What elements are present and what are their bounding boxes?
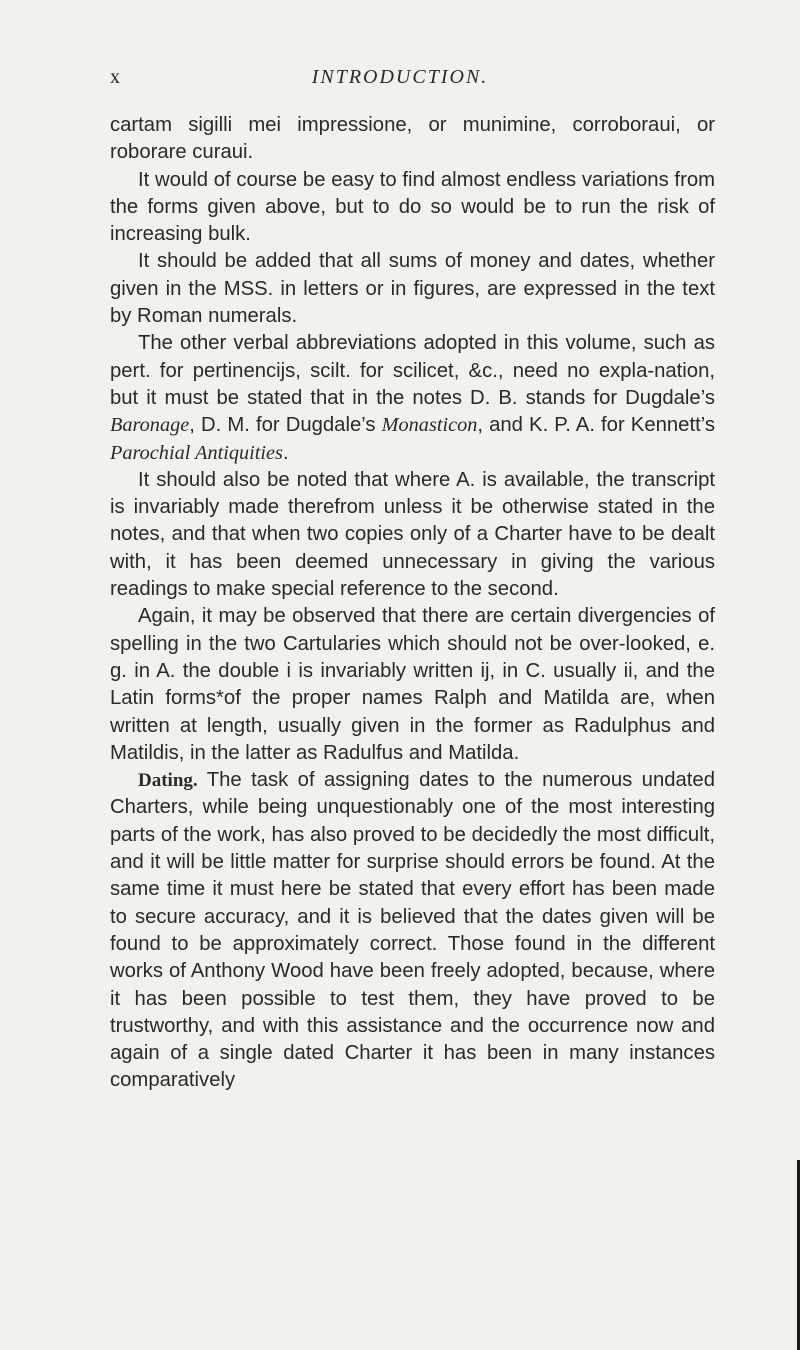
paragraph-continuation: cartam sigilli mei impressione, or munimine, corroboraui, or roborare curaui. <box>110 114 715 164</box>
paragraph: Again, it may be observed that there are certain divergencies of spelling in the two Cartularies which should not be over-looked, e. g. in A. the double i is invariably written ij, in C. usually ii, and the Latin forms*of the proper names Ralph and Matilda are, when written at length, usually given in the former as Radulphus and Matildis, in the latter as Radulfus and Matilda. <box>110 605 715 764</box>
paragraph: It should be added that all sums of money and dates, whether given in the MSS. in letters or in figures, are expressed in the text by Roman numerals. <box>110 250 715 328</box>
page-number: x <box>110 66 121 88</box>
paragraph: It should also be noted that where A. is available, the transcript is invariably made therefrom unless it be otherwise stated in the notes, and that when two copies only of a Charter have to be dealt with, it has been deemed unnecessary in giving the various readings to make special reference to the second. <box>110 468 715 601</box>
paragraph-text: The other verbal abbreviations adopted in this volume, such as pert. for pertinencijs, scilt. for scilicet, &c., need no expla-nation, but it must be stated that in the notes D. B. stands for Dugdale’s <box>110 332 715 409</box>
title-baronage: Baronage <box>110 414 190 437</box>
paragraph-text: , D. M. for Dugdale’s <box>189 414 382 437</box>
paragraph-abbreviations <box>110 330 715 466</box>
paragraph: It would of course be easy to find almost endless variations from the forms given above, but to do so would be to run the risk of increasing bulk. <box>110 168 715 246</box>
paragraph-text: , and K. P. A. for Kennett’s <box>477 414 715 437</box>
title-parochial-antiquities: Parochial Antiquities <box>110 441 283 464</box>
paragraph-dating <box>110 767 715 1095</box>
paragraph-text: The task of assigning dates to the numerous undated Charters, while being unquestionably one of the most interesting parts of the work, has also proved to be decidedly the most difficult, and it will be little matter for surprise should errors be found. At the same time it must here be stated that every effort has been made to secure accuracy, and it is believed that the dates given will be found to be approximately correct. Those found in the different works of Anthony Wood have been freely adopted, because, where it has been possible to test them, they have proved to be trustworthy, and with this assistance and the occurrence now and again of a single dated Charter it has been in many instances comparatively <box>110 769 715 1092</box>
section-heading-dating: Dating. <box>138 770 198 792</box>
running-head: INTRODUCTION. <box>311 66 489 88</box>
body-text <box>110 112 715 1095</box>
page-header <box>0 66 800 96</box>
title-monasticon: Monasticon <box>381 414 478 437</box>
paragraph-text: . <box>282 441 289 464</box>
